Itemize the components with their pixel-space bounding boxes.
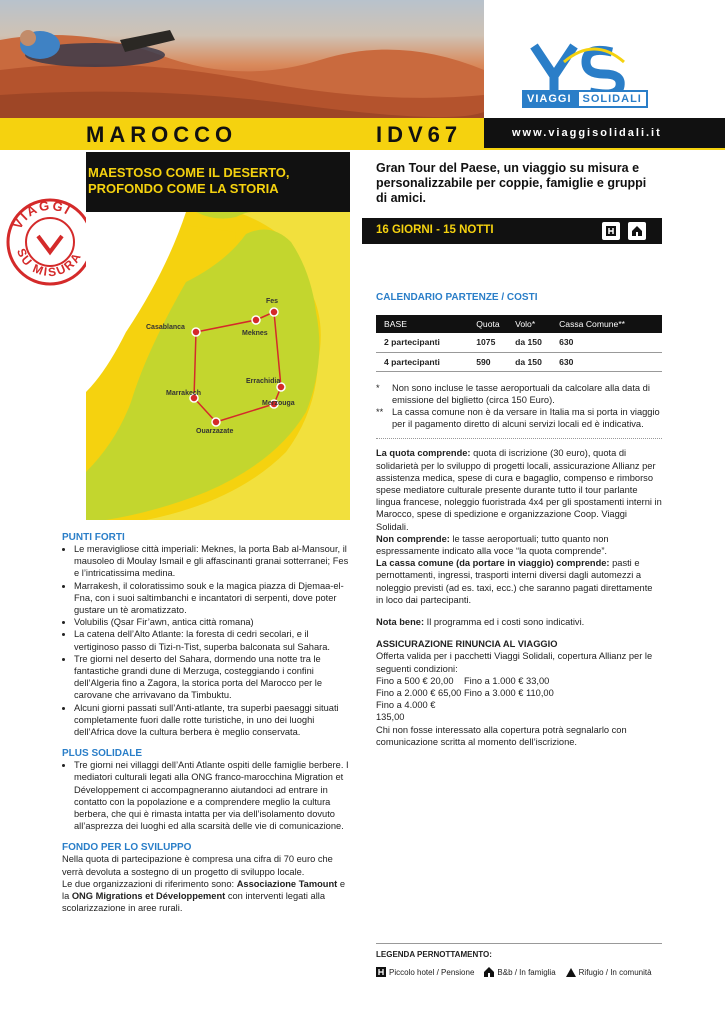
non-comprende: Non comprende: le tasse aeroportuali; tutto quanto non espressamente indicato alla voce “la quota comprende”. [376, 533, 609, 556]
table-header-row [376, 315, 662, 333]
col-base: BASE [384, 319, 407, 329]
conditions [376, 438, 662, 748]
marker-fes [270, 308, 278, 316]
city-label-merzouga: Merzouga [262, 400, 295, 407]
org-migrations: ONG Migrations et Développement [71, 891, 226, 902]
list-item: • Alcuni giorni passati sull’Anti-atlante, tra superbi paesaggi situati completamente fuori dalle rotte turistiche, in uno dei luoghi dell’Africa dove la cultura berbera è meglio conservata. [74, 702, 352, 739]
stamp-icon [4, 196, 96, 288]
list-item: • Tre giorni nel deserto del Sahara, dormendo una notte tra le fantastiche grandi dune di Merzuga, costeggiando i confini dell’Algeria fino a Zagora, la storica porta del Marocco per le carovane che arrivavano da Timbuktu. [74, 653, 352, 702]
stamp-viaggi-su-misura [4, 196, 96, 288]
accommodation-icons [602, 222, 646, 240]
left-column [62, 532, 352, 914]
desert-dunes-illustration [0, 0, 484, 118]
logo-area [484, 0, 725, 118]
trip-subtitle: Gran Tour del Paese, un viaggio su misura e personalizzabile per coppie, famiglie e gruppi di amici. [376, 161, 647, 205]
insurance-row: Fino a 2.000 € 65,00 Fino a 3.000 € 110,00 [376, 687, 554, 698]
legenda-item: B&b / In famiglia [484, 967, 555, 977]
legenda-item: Piccolo hotel / Pensione [376, 967, 474, 977]
list-item: • Marrakesh, il coloratissimo souk e la magica piazza di Djemaa-el-Fna, con i suoi saltimbanchi e incantatori di serpenti, dove poter gustare un tè aromatizzato. [74, 580, 352, 617]
city-label-meknes: Meknes [242, 330, 268, 337]
house-icon [484, 967, 494, 977]
list-item: • Tre giorni nei villaggi dell’Anti Atlante ospiti delle famiglie berbere. I mediatori culturali legati alla ONG franco-marocchina Migration et Développement ci accompagneranno aiutandoci ad entrare in contatto con la popolazione e a comprendere meglio la cultura berbera, che qui è rimasta intatta per via dell’isolamento dovuto all’asprezza dei luoghi ed alla scarsità delle vie di comunicazione. [74, 759, 352, 832]
house-icon [628, 222, 646, 240]
duration: 16 GIORNI - 15 NOTTI [376, 224, 494, 236]
logo-word-viaggi: VIAGGI [522, 90, 577, 108]
legenda-items [376, 967, 662, 977]
nota-bene: Nota bene: Il programma ed i costi sono indicativi. [376, 616, 585, 627]
col-cassa: Cassa Comune** [559, 319, 626, 329]
fondo-paragraph-2: Le due organizzazioni di riferimento sono: Associazione Tamount e la ONG Migrations et Développement con interventi legati alla scolarizzazione in aree rurali. [62, 878, 346, 914]
legenda [376, 943, 662, 977]
col-volo: Volo* [515, 319, 536, 329]
price-table [376, 315, 662, 372]
calendario-title: CALENDARIO PARTENZE / COSTI [376, 292, 538, 303]
assicurazione-title: ASSICURAZIONE RINUNCIA AL VIAGGIO [376, 639, 558, 650]
col-quota: Quota [476, 319, 500, 329]
org-tamount: Associazione Tamount [236, 878, 338, 889]
city-label-ouarzazate: Ouarzazate [196, 428, 234, 435]
logo-wordmark [522, 90, 672, 108]
svg-text:VIAGGI: VIAGGI [9, 197, 75, 232]
plus-solidale-list [62, 759, 352, 832]
insurance-row: Fino a 500 € 20,00 Fino a 1.000 € 33,00 [376, 675, 550, 686]
city-label-marrakech: Marrakech [166, 390, 202, 397]
note-1: * Non sono incluse le tasse aeroportuali da calcolare alla data di emissione del biglietto (circa 150 Euro). [376, 382, 650, 405]
marker-ouarzazate [212, 418, 220, 426]
trip-code: IDV67 [376, 122, 463, 147]
logo-word-solidali: SOLIDALI [577, 90, 648, 108]
hut-icon [566, 967, 576, 977]
cassa-comune: La cassa comune (da portare in viaggio) comprende: pasti e pernottamenti, ingressi, trasporti interni diversi dagli automezzi a noleggio previsti (ad es. taxi, ecc.) che saranno pagati direttamente in loco dai partecipanti. [376, 558, 653, 605]
hotel-icon [376, 967, 386, 977]
assicurazione-outro: Chi non fosse interessato alla copertura potrà segnalarlo con comunicazione scritta al momento dell’iscrizione. [376, 724, 627, 747]
legenda-title: LEGENDA PERNOTTAMENTO: [376, 950, 492, 959]
list-item: • La catena dell’Alto Atlante: la foresta di cedri secolari, e il vertiginoso passo di Tizi-n-Tist, superba balconata sul Sahara. [74, 628, 352, 652]
price-notes [376, 382, 662, 431]
punti-forti-title: PUNTI FORTI [62, 532, 125, 543]
city-label-fes: Fes [266, 298, 279, 305]
punti-forti-list [62, 543, 352, 738]
fondo-paragraph-1: Nella quota di partecipazione è compresa una cifra di 70 euro che verrà devoluta a sostegno di un progetto di sviluppo locale. [62, 854, 333, 877]
right-column [376, 292, 662, 748]
city-label-errachidia: Errachidia [246, 378, 281, 385]
note-2: ** La cassa comune non è da versare in Italia ma si porta in viaggio per il pagamento diretto di alcuni servizi locali ed è indicativa. [376, 406, 660, 430]
list-item: • Le meravigliose città imperiali: Meknes, la porta Bab al-Mansour, il mausoleo di Moulay Ismail e gli affascinanti granai sotterranei; Fes e l’intricatissima medina. [74, 543, 352, 580]
fondo-title: FONDO PER LO SVILUPPO [62, 842, 192, 854]
country-title: MAROCCO [86, 122, 238, 147]
marker-meknes [252, 316, 260, 324]
table-row: 2 partecipanti 1075 da 150 630 [376, 333, 662, 352]
route-map [86, 212, 350, 520]
quota-comprende: La quota comprende: quota di iscrizione (30 euro), quota di solidarietà per lo sviluppo di progetti locali, assicurazione Allianz per assistenza medica, spese di cura e bagaglio, compenso e rimborso spese mediatore culturale presente durante tutto il tour parlante lingua francese, noleggio fuoristrada 4x4 per gli spostamenti interni in Marocco, spese di spedizione e organizzazione Coop. Viaggi Solidali. [376, 448, 662, 532]
city-markers [86, 212, 350, 520]
city-label-casablanca: Casablanca [146, 324, 185, 331]
list-item: • Volubilis (Qsar Fir’awn, antica città romana) [74, 616, 352, 628]
table-row: 4 partecipanti 590 da 150 630 [376, 352, 662, 371]
svg-text:SU MISURA: SU MISURA [13, 246, 85, 280]
marker-casablanca [192, 328, 200, 336]
hotel-icon [602, 222, 620, 240]
assicurazione-intro: Offerta valida per i pacchetti Viaggi Solidali, copertura Allianz per le seguenti condizioni: [376, 651, 653, 674]
legenda-item: Rifugio / In comunità [566, 967, 652, 977]
tagline: MAESTOSO COME IL DESERTO, PROFONDO COME LA STORIA [88, 165, 290, 196]
plus-solidale-title: PLUS SOLIDALE [62, 748, 143, 760]
insurance-row: Fino a 4.000 € 135,00 [376, 700, 436, 723]
website-link[interactable]: www.viaggisolidali.it [512, 127, 662, 139]
header-photo [0, 0, 484, 118]
